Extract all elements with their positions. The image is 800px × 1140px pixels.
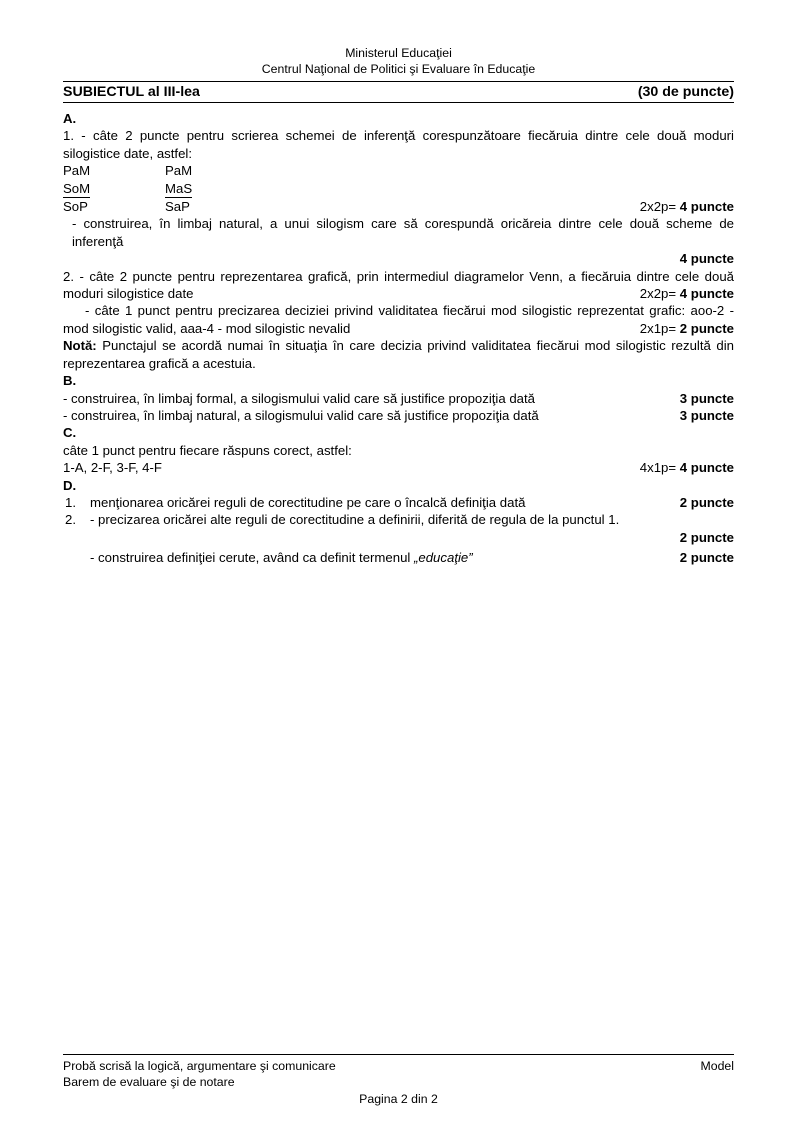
score-value: 4 puncte <box>679 251 734 267</box>
score-value: 2 puncte <box>679 494 734 510</box>
section-c-answers-row <box>63 459 734 476</box>
section-d-definition-item <box>63 549 734 566</box>
syllogism-term: SoM <box>63 180 90 198</box>
section-c-score <box>640 459 734 476</box>
section-d-definition-term: „educaţie” <box>414 550 473 566</box>
section-c-letter: C. <box>63 425 77 441</box>
section-d-list <box>63 494 734 567</box>
subject-title: SUBIECTUL al III-lea <box>63 84 200 100</box>
section-d-item-2-score <box>63 529 734 546</box>
section-d-letter: D. <box>63 477 77 493</box>
section-b-item-1-score <box>680 407 734 424</box>
section-a-natural-language-row <box>63 215 734 250</box>
section-d-definition-score <box>680 549 734 566</box>
score-value: 4 puncte <box>679 199 734 215</box>
section-c-answers: 1-A, 2-F, 3-F, 4-F <box>63 460 162 476</box>
syllogism-col1-conclusion <box>63 198 165 215</box>
score-value: 2 puncte <box>679 550 734 566</box>
section-a-item2-text: 2. - câte 2 puncte pentru reprezentarea grafică, prin intermediul diagramelor Venn, a fiecăruia dintre cele două moduri silogistice date <box>63 268 734 302</box>
footer-exam-name: Probă scrisă la logică, argumentare şi comunicare <box>63 1059 336 1073</box>
syllogism-row-conclusion <box>63 198 734 215</box>
syllogism-term: MaS <box>165 180 192 198</box>
footer-model-label: Model <box>700 1059 734 1073</box>
section-d-definition-text <box>90 549 473 566</box>
section-b-item-0 <box>63 390 734 407</box>
section-a-natural-language-score <box>63 250 734 267</box>
syllogism-col2-premise1 <box>165 162 267 179</box>
score-value: 3 puncte <box>679 407 734 423</box>
document-content <box>63 46 734 567</box>
syllogism-term: SoP <box>63 199 88 215</box>
score-prefix: 2x2p= <box>639 286 680 302</box>
subject-points: (30 de puncte) <box>637 84 734 100</box>
section-b-letter: B. <box>63 373 77 389</box>
section-d-item-1-score <box>680 494 734 511</box>
section-d-item-1-text: menţionarea oricărei reguli de corectitudine pe care o încalcă definiţia dată <box>90 494 526 510</box>
institution-header <box>63 46 734 77</box>
section-b-item-1 <box>63 407 734 424</box>
section-b-item-0-score <box>680 390 734 407</box>
score-value: 4 puncte <box>679 460 734 476</box>
section-a-natural-language-text: - construirea, în limbaj natural, a unui silogism care să corespundă oricăreia dintre cele două scheme de inferenţă <box>72 216 734 249</box>
score-prefix: 2x1p= <box>639 320 680 336</box>
syllogism-row-premise2 <box>63 180 734 198</box>
syllogism-score <box>267 198 734 215</box>
score-value: 2 puncte <box>679 529 734 545</box>
syllogism-col1-premise2 <box>63 180 165 198</box>
section-d-item-1 <box>63 494 734 511</box>
footer-page-number: Pagina 2 din 2 <box>359 1092 438 1107</box>
syllogism-col2-premise2 <box>165 180 267 198</box>
footer-top-row <box>63 1058 734 1074</box>
section-a-item1-text: 1. - câte 2 puncte pentru scrierea schemei de inferenţă corespunzătoare fiecăruia dintre cele două moduri silogistice date, astfel: <box>63 128 734 161</box>
section-d-item-1-marker: 1. <box>65 494 76 510</box>
syllogism-row-premise1 <box>63 162 734 179</box>
syllogism-col2-conclusion <box>165 198 267 215</box>
section-b-item-1-text: - construirea, în limbaj natural, a silogismului valid care să justifice propoziţia dată <box>63 407 539 423</box>
syllogism-term: PaM <box>165 163 193 179</box>
syllogism-schemes <box>63 162 734 215</box>
footer-document-type: Barem de evaluare şi de notare <box>63 1075 235 1090</box>
score-prefix: 4x1p= <box>639 460 680 476</box>
ministry-name: Ministerul Educaţiei <box>345 46 452 60</box>
subject-bar <box>63 81 734 103</box>
syllogism-term: SaP <box>165 199 190 215</box>
syllogism-term: PaM <box>63 163 91 179</box>
page-footer <box>63 1054 734 1108</box>
section-d-definition-text-before: - construirea definiţiei cerute, având ca definit termenul <box>90 550 414 566</box>
section-d-item-2-marker: 2. <box>65 512 76 528</box>
evaluation-center-name: Centrul Naţional de Politici şi Evaluare în Educaţie <box>261 61 536 76</box>
score-value: 4 puncte <box>679 286 734 302</box>
score-prefix: 2x2p= <box>639 199 680 215</box>
section-b-item-0-text: - construirea, în limbaj formal, a silogismului valid care să justifice propoziţia dată <box>63 390 536 406</box>
section-c-intro: câte 1 punct pentru fiecare răspuns corect, astfel: <box>63 442 352 458</box>
section-d-item-2 <box>63 511 734 528</box>
note-label: Notă: <box>63 338 97 354</box>
section-d-item-2-text: - precizarea oricărei alte reguli de corectitudine a definirii, diferită de regula de la punctul 1. <box>90 512 620 528</box>
section-a-letter: A. <box>63 111 77 126</box>
syllogism-col1-premise1 <box>63 162 165 179</box>
section-a-validity-text: - câte 1 punct pentru precizarea deciziei privind validitatea fiecărui mod silogistic reprezentat grafic: aoo-2 - mod silogistic valid, aaa-4 - mod silogistic nevalid <box>63 303 734 336</box>
score-value: 2 puncte <box>679 320 734 336</box>
note-text: Punctajul se acordă numai în situaţia în care decizia privind validitatea fiecărui mod silogistic rezultă din reprezentarea grafică a acestuia. <box>63 338 734 371</box>
section-a-note <box>63 337 734 372</box>
score-value: 3 puncte <box>679 390 734 406</box>
